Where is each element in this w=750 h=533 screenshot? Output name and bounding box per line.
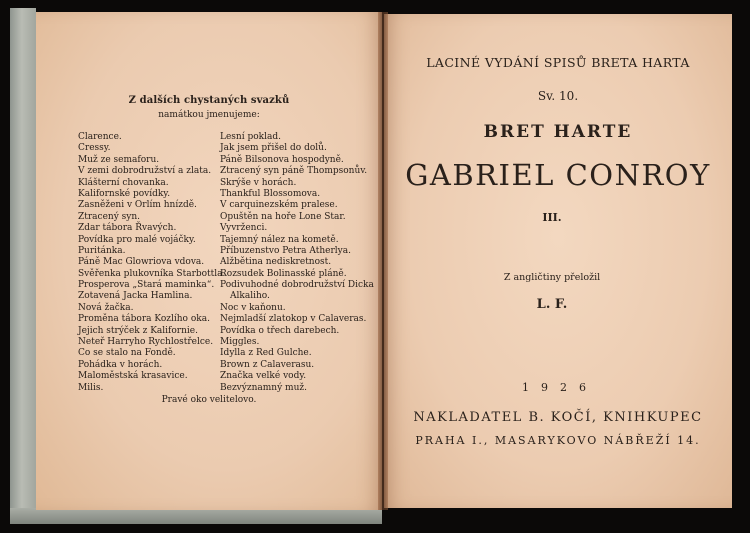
titles-column-left xyxy=(78,132,225,394)
list-item: Neteř Harryho Rychlostřelce. xyxy=(78,337,214,348)
list-item: Zotavená Jacka Hamlina. xyxy=(78,291,193,302)
publication-year: 1926 xyxy=(522,381,598,394)
list-item: Milis. xyxy=(78,382,104,393)
list-item: Clarence. xyxy=(78,132,122,142)
list-item: Ztracený syn páně Thompsonův. xyxy=(220,166,368,177)
list-item: Podivuhodné dobrodružství Dicka xyxy=(220,280,374,291)
list-item: Svěřenka plukovníka Starbottla. xyxy=(78,268,226,279)
list-item: Zdar tábora Řvavých. xyxy=(78,223,177,234)
list-item: Páně Bilsonova hospodyně. xyxy=(220,154,344,165)
book-title: GABRIEL CONROY xyxy=(405,158,711,192)
list-item: Bezvýznamný muž. xyxy=(220,382,307,393)
list-item: Rozsudek Bolinasské pláně. xyxy=(220,268,347,279)
list-item: Nejmladší zlatokop v Calaveras. xyxy=(220,314,367,325)
translation-note: Z angličtiny přeložil xyxy=(503,272,601,283)
list-item: Alkaliho. xyxy=(230,291,270,302)
forthcoming-volumes-subheading: namátkou jmenujeme: xyxy=(158,110,260,120)
author-name: BRET HARTE xyxy=(483,122,633,142)
list-item: Opuštěn na hoře Lone Star. xyxy=(220,211,346,222)
list-item: Nová žačka. xyxy=(78,302,134,313)
closing-title: Pravé oko velitelovo. xyxy=(161,395,257,405)
list-item: Co se stalo na Fondě. xyxy=(78,348,176,359)
list-item: Thankful Blossomova. xyxy=(220,188,321,199)
list-item: Brown z Calaverasu. xyxy=(220,359,315,370)
list-item: Pohádka v horách. xyxy=(78,359,163,370)
titles-column-right xyxy=(220,132,374,394)
list-item: Skrýše v horách. xyxy=(220,177,297,188)
list-item: Proměna tábora Kozlího oka. xyxy=(78,314,210,325)
list-item: Muž ze semaforu. xyxy=(78,154,160,165)
list-item: V carquinezském pralese. xyxy=(220,200,338,211)
right-page xyxy=(384,14,732,508)
book-gutter xyxy=(378,12,388,510)
list-item: Prosperova „Stará maminka“. xyxy=(78,280,215,291)
list-item: Noc v kaňonu. xyxy=(220,302,286,313)
list-item: Tajemný nález na kometě. xyxy=(220,234,339,245)
list-item: Cressy. xyxy=(78,143,111,154)
list-item: Povídka o třech darebech. xyxy=(220,325,340,336)
publisher-address: PRAHA I., MASARYKOVO NÁBŘEŽÍ 14. xyxy=(415,434,701,447)
list-item: V zemi dobrodružství a zlata. xyxy=(78,166,212,177)
list-item: Značka velké vody. xyxy=(220,371,307,382)
list-item: Povídka pro malé vojáčky. xyxy=(78,234,196,245)
list-item: Kalifornské povídky. xyxy=(78,188,171,199)
translator-initials: L. F. xyxy=(536,297,568,312)
list-item: Klášterní chovanka. xyxy=(78,177,169,188)
list-item: Ztracený syn. xyxy=(78,211,141,222)
list-item: Zasněženi v Orlím hnízdě. xyxy=(78,200,197,211)
list-item: Jak jsem přišel do dolů. xyxy=(220,143,327,154)
series-title: LACINÉ VYDÁNÍ SPISŮ BRETA HARTA xyxy=(426,55,690,70)
left-page xyxy=(36,12,382,510)
list-item: Příbuzenstvo Petra Atherlya. xyxy=(220,245,351,256)
volume-number: Sv. 10. xyxy=(537,89,579,103)
list-item: Idylla z Red Gulche. xyxy=(220,348,312,359)
part-number: III. xyxy=(542,211,562,224)
book-cover-edge xyxy=(10,508,382,524)
list-item: Maloměstská krasavice. xyxy=(78,371,188,382)
list-item: Jejich strýček z Kalifornie. xyxy=(78,325,198,336)
list-item: Puritánka. xyxy=(78,245,126,256)
list-item: Páně Mac Glowriova vdova. xyxy=(78,257,205,268)
forthcoming-volumes-heading: Z dalších chystaných svazků xyxy=(128,95,290,106)
list-item: Miggles. xyxy=(220,337,260,348)
list-item: Alžbětina nediskretnost. xyxy=(220,257,332,268)
book-spine xyxy=(10,8,36,523)
publisher-name: NAKLADATEL B. KOČÍ, KNIHKUPEC xyxy=(413,410,703,425)
list-item: Lesní poklad. xyxy=(220,132,281,142)
list-item: Vyvrženci. xyxy=(220,223,268,234)
